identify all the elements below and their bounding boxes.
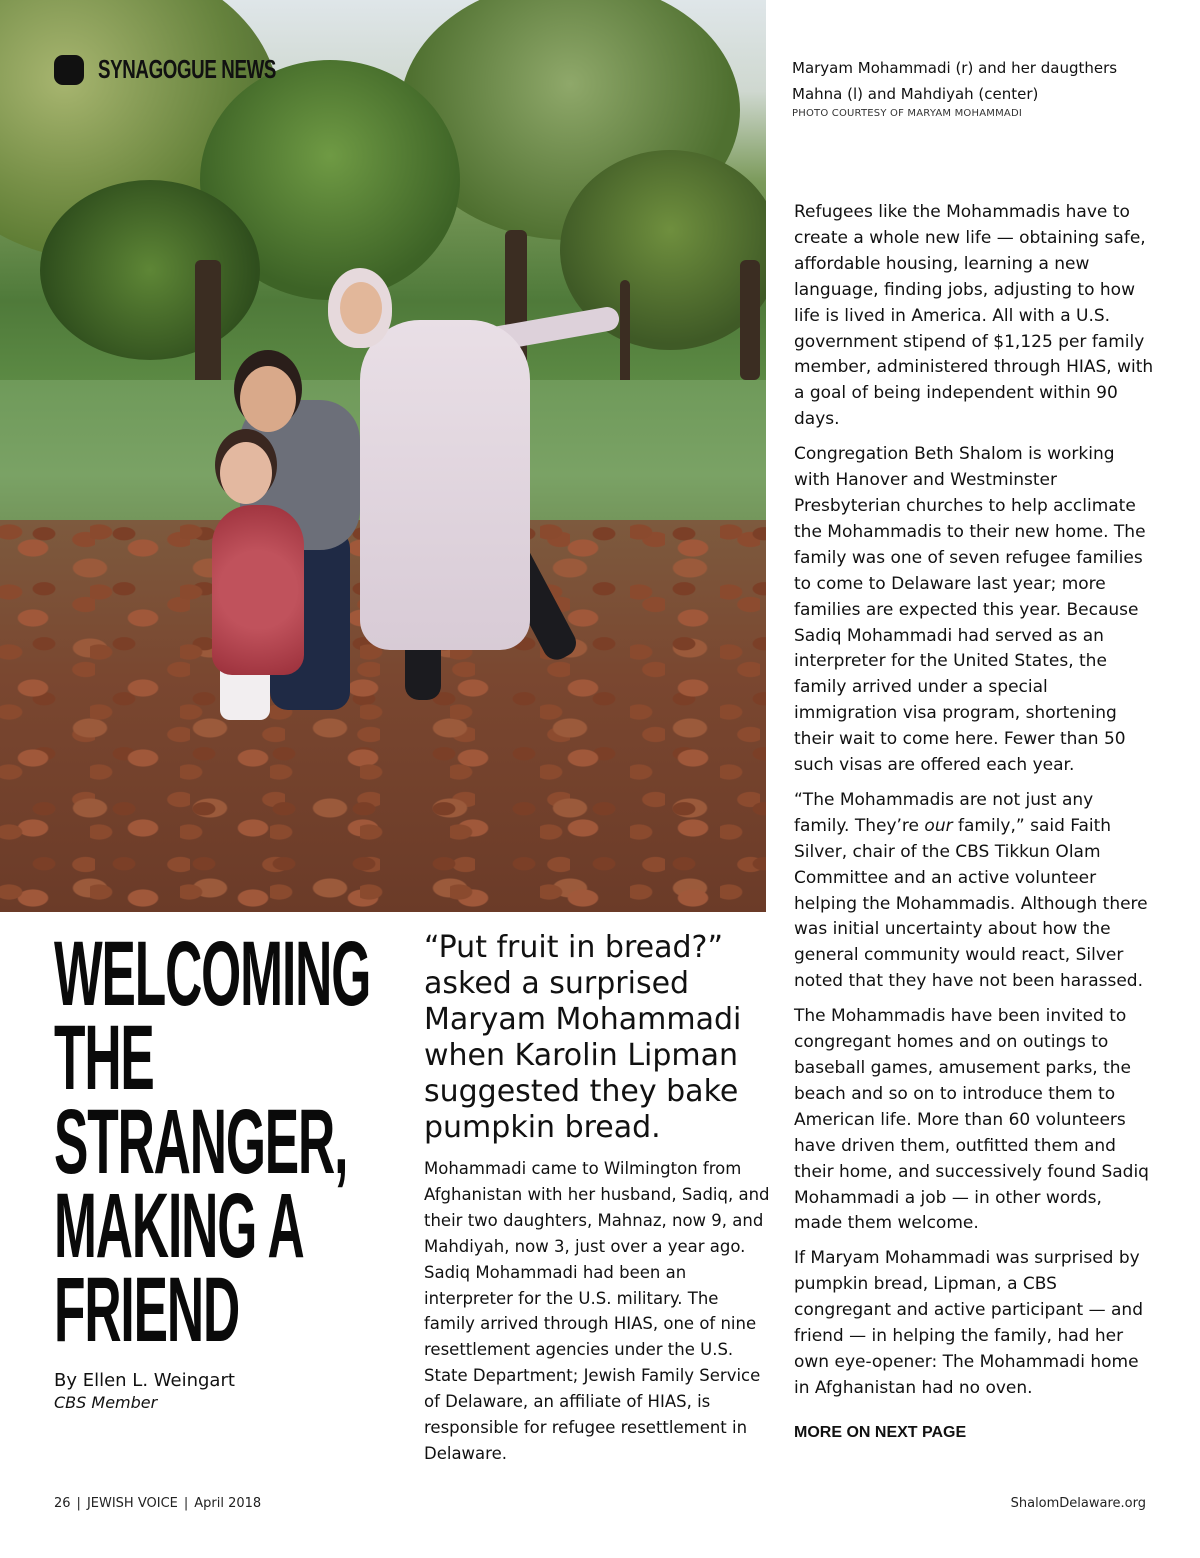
section-label: SYNAGOGUE NEWS [98,54,277,84]
publication-name: JEWISH VOICE [86,1496,178,1511]
paragraph: The Mohammadis have been invited to congregant homes and on outings to baseball games, amusement parks, the beach and so on to introduce them to American life. More than 60 volunteers have driven them, outfitted them and their home, and successively found Sadiq Mohammadi a job — in other words, made them welcome. [794,1006,1149,1234]
section-badge [54,54,345,85]
pull-quote: “Put fruit in bread?” asked a surprised Maryam Mohammadi when Karolin Lipman suggested they bake pumpkin bread. [424,930,742,1145]
byline [54,1370,235,1414]
family-photo [0,0,766,912]
article-headline [54,923,394,1361]
divider: | [183,1496,189,1511]
author-role: CBS Member [54,1393,158,1412]
caption-line-1: Maryam Mohammadi (r) and her daugthers [792,59,1118,77]
issue-date: April 2018 [194,1496,262,1511]
tree-canopy [40,180,260,360]
headline-line: WELCOMING [54,923,371,1025]
younger-daughter-head [220,442,272,504]
headline-line: MAKING A [54,1175,304,1277]
tree-trunk [620,280,630,390]
website-link[interactable]: ShalomDelaware.org [1010,1496,1146,1511]
paragraph: If Maryam Mohammadi was surprised by pumpkin bread, Lipman, a CBS congregant and active participant — and friend — in helping the family, had her own eye-opener: The Mohammadi home in Afghanistan had no oven. [794,1248,1143,1398]
paragraph-text: family,” said Faith Silver, chair of the CBS Tikkun Olam Committee and an active volunteer helping the Mohammadis. Although there was initial uncertainty about how the general community would react, Silver noted that they have not been harassed. [794,815,1148,992]
younger-daughter-dress [212,505,304,675]
paragraph [794,788,1154,995]
divider: | [76,1496,81,1511]
mother-face [340,282,382,334]
photo-credit: PHOTO COURTESY OF MARYAM MOHAMMADI [792,108,1022,119]
photo-caption [792,55,1172,121]
paragraph-text: “The Mohammadis are not just any family. They’re [794,789,1094,836]
paragraph: Refugees like the Mohammadis have to create a whole new life — obtaining safe, affordable housing, learning a new language, finding jobs, adjusting to how life is lived in America. All with a U.S. government stipend of $1,125 per family member, administered through HIAS, with a goal of being independent within 90 days. [794,202,1154,430]
section-icon [54,55,84,85]
tree-trunk [195,260,221,400]
headline-line: THE [54,1007,154,1109]
older-daughter-head [240,366,296,432]
continued-link[interactable]: MORE ON NEXT PAGE [794,1423,967,1441]
page-footer [54,1496,261,1511]
body-text: Mohammadi came to Wilmington from Afghanistan with her husband, Sadiq, and their two daughters, Mahnaz, now 9, and Mahdiyah, now 3, just over a year ago. Sadiq Mohammadi had been an interpreter for the U.S. military. The family arrived through HIAS, one of nine resettlement agencies under the U.S. State Department; Jewish Family Service of Delaware, an affiliate of HIAS, is responsible for refugee resettlement in Delaware. [424,1159,770,1463]
caption-line-2: Mahna (l) and Mahdiyah (center) [792,85,1039,103]
mother-figure [360,320,530,650]
headline-line: FRIEND [54,1259,240,1361]
tree-trunk [740,260,760,380]
headline-line: STRANGER, [54,1091,348,1193]
right-column [794,200,1154,1446]
page-number: 26 [54,1496,71,1511]
paragraph: Congregation Beth Shalom is working with Hanover and Westminster Presbyterian churches to help acclimate the Mohammadis to their new home. The family was one of seven refugee families to come to Delaware last year; more families are expected this year. Because Sadiq Mohammadi had served as an interpreter for the United States, the family arrived under a special immigration visa program, shortening their wait to come here. Fewer than 50 such visas are offered each year. [794,444,1146,776]
author-name: By Ellen L. Weingart [54,1370,235,1391]
paragraph-emphasis: our [924,815,953,836]
